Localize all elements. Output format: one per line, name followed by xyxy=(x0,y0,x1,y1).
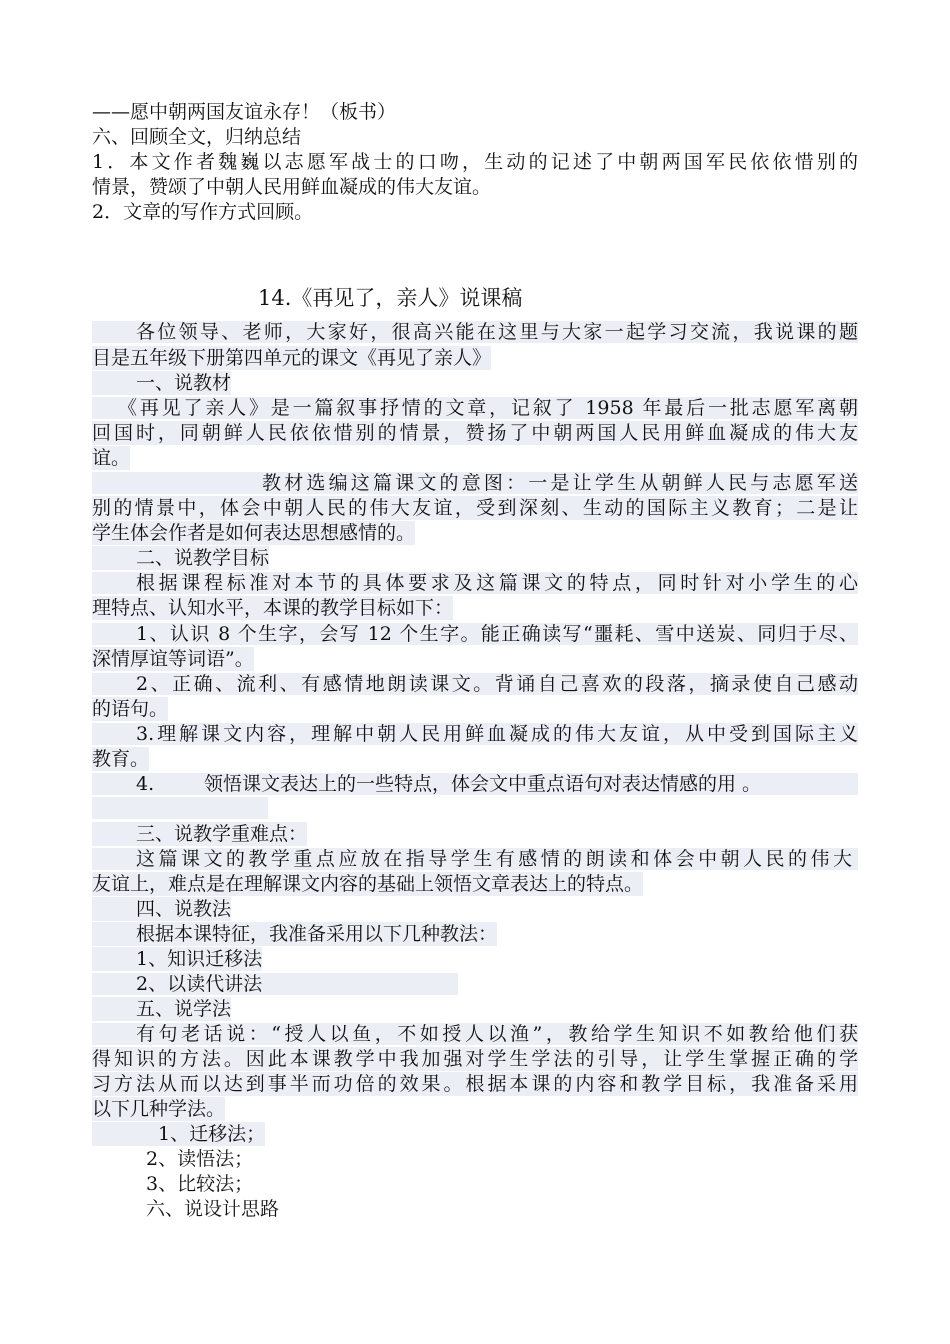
highlight-band xyxy=(92,797,268,819)
method-item-2: 2、以读代讲法 xyxy=(136,973,263,995)
goal3-line1: 3.理解课文内容，理解中朝人民用鲜血凝成的伟大友谊，从中受到国际主义 xyxy=(136,723,858,745)
textbook-para1-line3: 谊。 xyxy=(92,447,131,469)
study-line1: 有句老话说：“授人以鱼，不如授人以渔”，教给学生知识不如教给他们获 xyxy=(136,1023,858,1045)
methods-intro: 根据本课特征，我准备采用以下几种教法： xyxy=(92,922,497,946)
goal4-text: 领悟课文表达上的一些特点，体会文中重点语句对表达情感的用 。 xyxy=(204,773,762,795)
goal4-number: 4. xyxy=(136,773,155,795)
study-line2: 得知识的方法。因此本课教学中我加强对学生学法的引导，让学生掌握正确的学 xyxy=(92,1048,858,1070)
summary-point2: 2．文章的写作方式回顾。 xyxy=(92,201,314,223)
difficulties-heading: 三、说教学重难点： xyxy=(92,822,307,846)
difficulties-line2: 友谊上，难点是在理解课文内容的基础上领悟文章表达上的特点。 xyxy=(92,873,644,895)
intro-line2: 目是五年级下册第四单元的课文《再见了亲人》 xyxy=(92,347,492,369)
textbook-para2-line2: 别的情景中，体会中朝人民的伟大友谊，受到深刻、生动的国际主义教育；二是让 xyxy=(92,497,858,519)
textbook-para2-line3: 学生体会作者是如何表达思想感情的。 xyxy=(92,522,416,544)
study-item-3: 3、比较法； xyxy=(146,1173,254,1195)
textbook-para1-line2: 回国时，同朝鲜人民依依惜别的情景，赞扬了中朝两国人民用鲜血凝成的伟大友 xyxy=(92,422,858,444)
textbook-heading: 一、说教材 xyxy=(92,371,231,395)
goal3-line2: 教育。 xyxy=(92,748,150,770)
goal2-line2: 的语句。 xyxy=(92,698,169,720)
goals-intro-line2: 理特点、认知水平，本课的教学目标如下： xyxy=(92,597,454,619)
study-item-2: 2、读悟法； xyxy=(146,1148,254,1170)
blackboard-line: ——愿中朝两国友谊永存！（板书） xyxy=(92,101,397,123)
document-title: 14.《再见了，亲人》说课稿 xyxy=(258,286,523,310)
study-line4: 以下几种学法。 xyxy=(92,1098,226,1120)
goals-heading: 二、说教学目标 xyxy=(92,546,269,570)
study-heading: 五、说学法 xyxy=(92,997,231,1021)
textbook-para2-line1: 教材选编这篇课文的意图：一是让学生从朝鲜人民与志愿军送 xyxy=(262,472,858,494)
study-line3: 习方法从而以达到事半而功倍的效果。根据本课的内容和教学目标，我准备采用 xyxy=(92,1073,858,1095)
goal1-line1: 1、认识 8 个生字，会写 12 个生字。能正确读写“噩耗、雪中送炭、同归于尽、 xyxy=(136,623,858,645)
section6-heading: 六、回顾全文，归纳总结 xyxy=(92,126,302,148)
summary-point1-line2: 情景，赞颂了中朝人民用鲜血凝成的伟大友谊。 xyxy=(92,176,492,198)
method-item-1: 1、知识迁移法 xyxy=(92,947,262,971)
study-item-1: 1、迁移法； xyxy=(92,1122,265,1146)
methods-heading: 四、说教法 xyxy=(92,897,231,921)
textbook-para1-line1: 《再见了亲人》是一篇叙事抒情的文章，记叙了 1958 年最后一批志愿军离朝 xyxy=(118,397,858,419)
difficulties-line1: 这篇课文的教学重点应放在指导学生有感情的朗读和体会中朝人民的伟大 xyxy=(136,848,852,870)
intro-line1: 各位领导、老师，大家好，很高兴能在这里与大家一起学习交流，我说课的题 xyxy=(136,321,858,343)
goal1-line2: 深情厚谊等词语”。 xyxy=(92,648,254,670)
summary-point1-line1: 1．本文作者魏巍以志愿军战士的口吻，生动的记述了中朝两国军民依依惜别的 xyxy=(92,151,858,173)
goals-intro-line1: 根据课程标准对本节的具体要求及这篇课文的特点，同时针对小学生的心 xyxy=(136,572,858,594)
design-heading: 六、说设计思路 xyxy=(146,1198,280,1220)
goal2-line1: 2、正确、流利、有感情地朗读课文。背诵自己喜欢的段落，摘录使自己感动 xyxy=(136,673,858,695)
